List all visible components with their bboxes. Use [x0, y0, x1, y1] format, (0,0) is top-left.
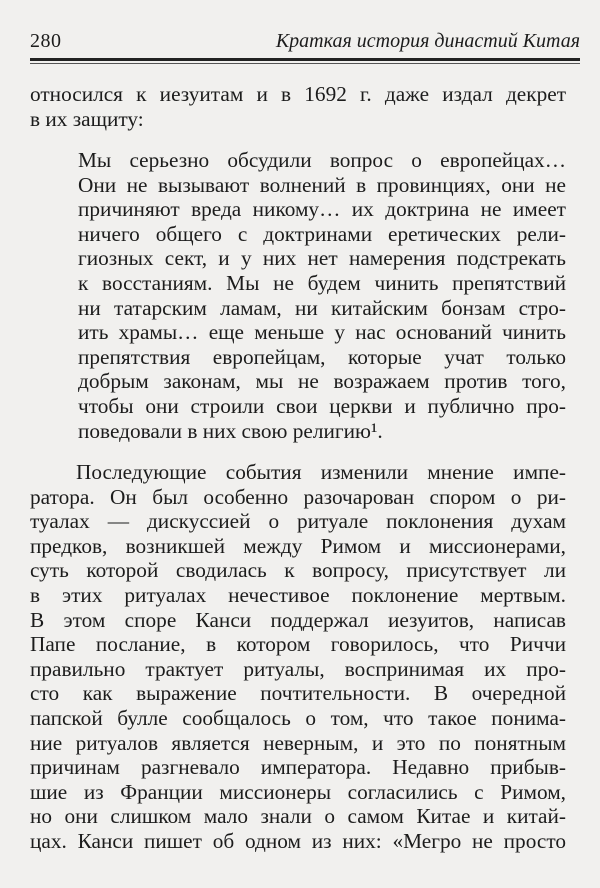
text-line: в их защиту:: [30, 106, 144, 131]
text-line: предков, возникшей между Римом и миссионерами,: [30, 533, 566, 558]
main-paragraph: [30, 460, 566, 854]
header-rule-thick: [30, 58, 580, 61]
quote-line: причиняют вреда никому… их доктрина не имеет: [78, 197, 566, 222]
text-line: туалах — дискуссией о ритуале поклонения духам: [30, 509, 566, 534]
text-line: шие из Франции миссионеры согласились с Римом,: [30, 779, 566, 804]
quote-line: ничего общего с доктринами еретических рели-: [78, 221, 566, 246]
text-line: В этом споре Канси поддержал иезуитов, написав: [30, 607, 566, 632]
quote-line: Они не вызывают волнений в провинциях, они не: [78, 172, 566, 197]
book-title: Краткая история династий Китая: [275, 30, 580, 52]
quote-line: Мы серьезно обсудили вопрос о европейцах…: [78, 148, 566, 172]
page-number: 280: [30, 30, 62, 52]
header-rule-thin: [30, 63, 580, 64]
text-line: суть которой сводилась к вопросу, присутствует ли: [30, 558, 566, 583]
text-line: папской булле сообщалось о том, что такое понима-: [30, 705, 566, 730]
text-line: относился к иезуитам и в 1692 г. даже издал декрет: [30, 82, 566, 106]
text-line: в этих ритуалах нечестивое поклонение мертвым.: [30, 582, 566, 607]
text-line: сто как выражение почтительности. В очередной: [30, 681, 566, 706]
text-line: Последующие события изменили мнение импе-: [76, 460, 566, 484]
text-line: Папе послание, в котором говорилось, что Риччи: [30, 632, 566, 657]
quote-line: гиозных сект, и у них нет намерения подстрекать: [78, 246, 566, 271]
quote-line: препятствия европейцам, которые учат только: [78, 344, 566, 369]
quote-line: поведовали в них свою религию¹.: [78, 418, 383, 443]
block-quote: [78, 148, 566, 443]
quote-line: ни татарским ламам, ни китайским бонзам стро-: [78, 295, 566, 320]
text-line: причинам разгневало императора. Недавно прибыв-: [30, 755, 566, 780]
text-line: но они слишком мало знали о самом Китае и китай-: [30, 804, 566, 829]
running-head: [30, 26, 586, 54]
text-line: правильно трактует ритуалы, воспринимая их про-: [30, 656, 566, 681]
quote-line: ить храмы… еще меньше у нас оснований чинить: [78, 320, 566, 345]
text-line: ратора. Он был особенно разочарован спором о ри-: [30, 484, 566, 509]
quote-line: к восстаниям. Мы не будем чинить препятствий: [78, 270, 566, 295]
opening-paragraph: [30, 82, 566, 131]
quote-line: чтобы они строили свои церкви и публично про-: [78, 393, 566, 418]
text-line: цах. Канси пишет об одном из них: «Мегро не просто: [30, 828, 566, 853]
text-line: ние ритуалов является неверным, и это по понятным: [30, 730, 566, 755]
quote-line: добрым законам, мы не возражаем против того,: [78, 369, 566, 394]
